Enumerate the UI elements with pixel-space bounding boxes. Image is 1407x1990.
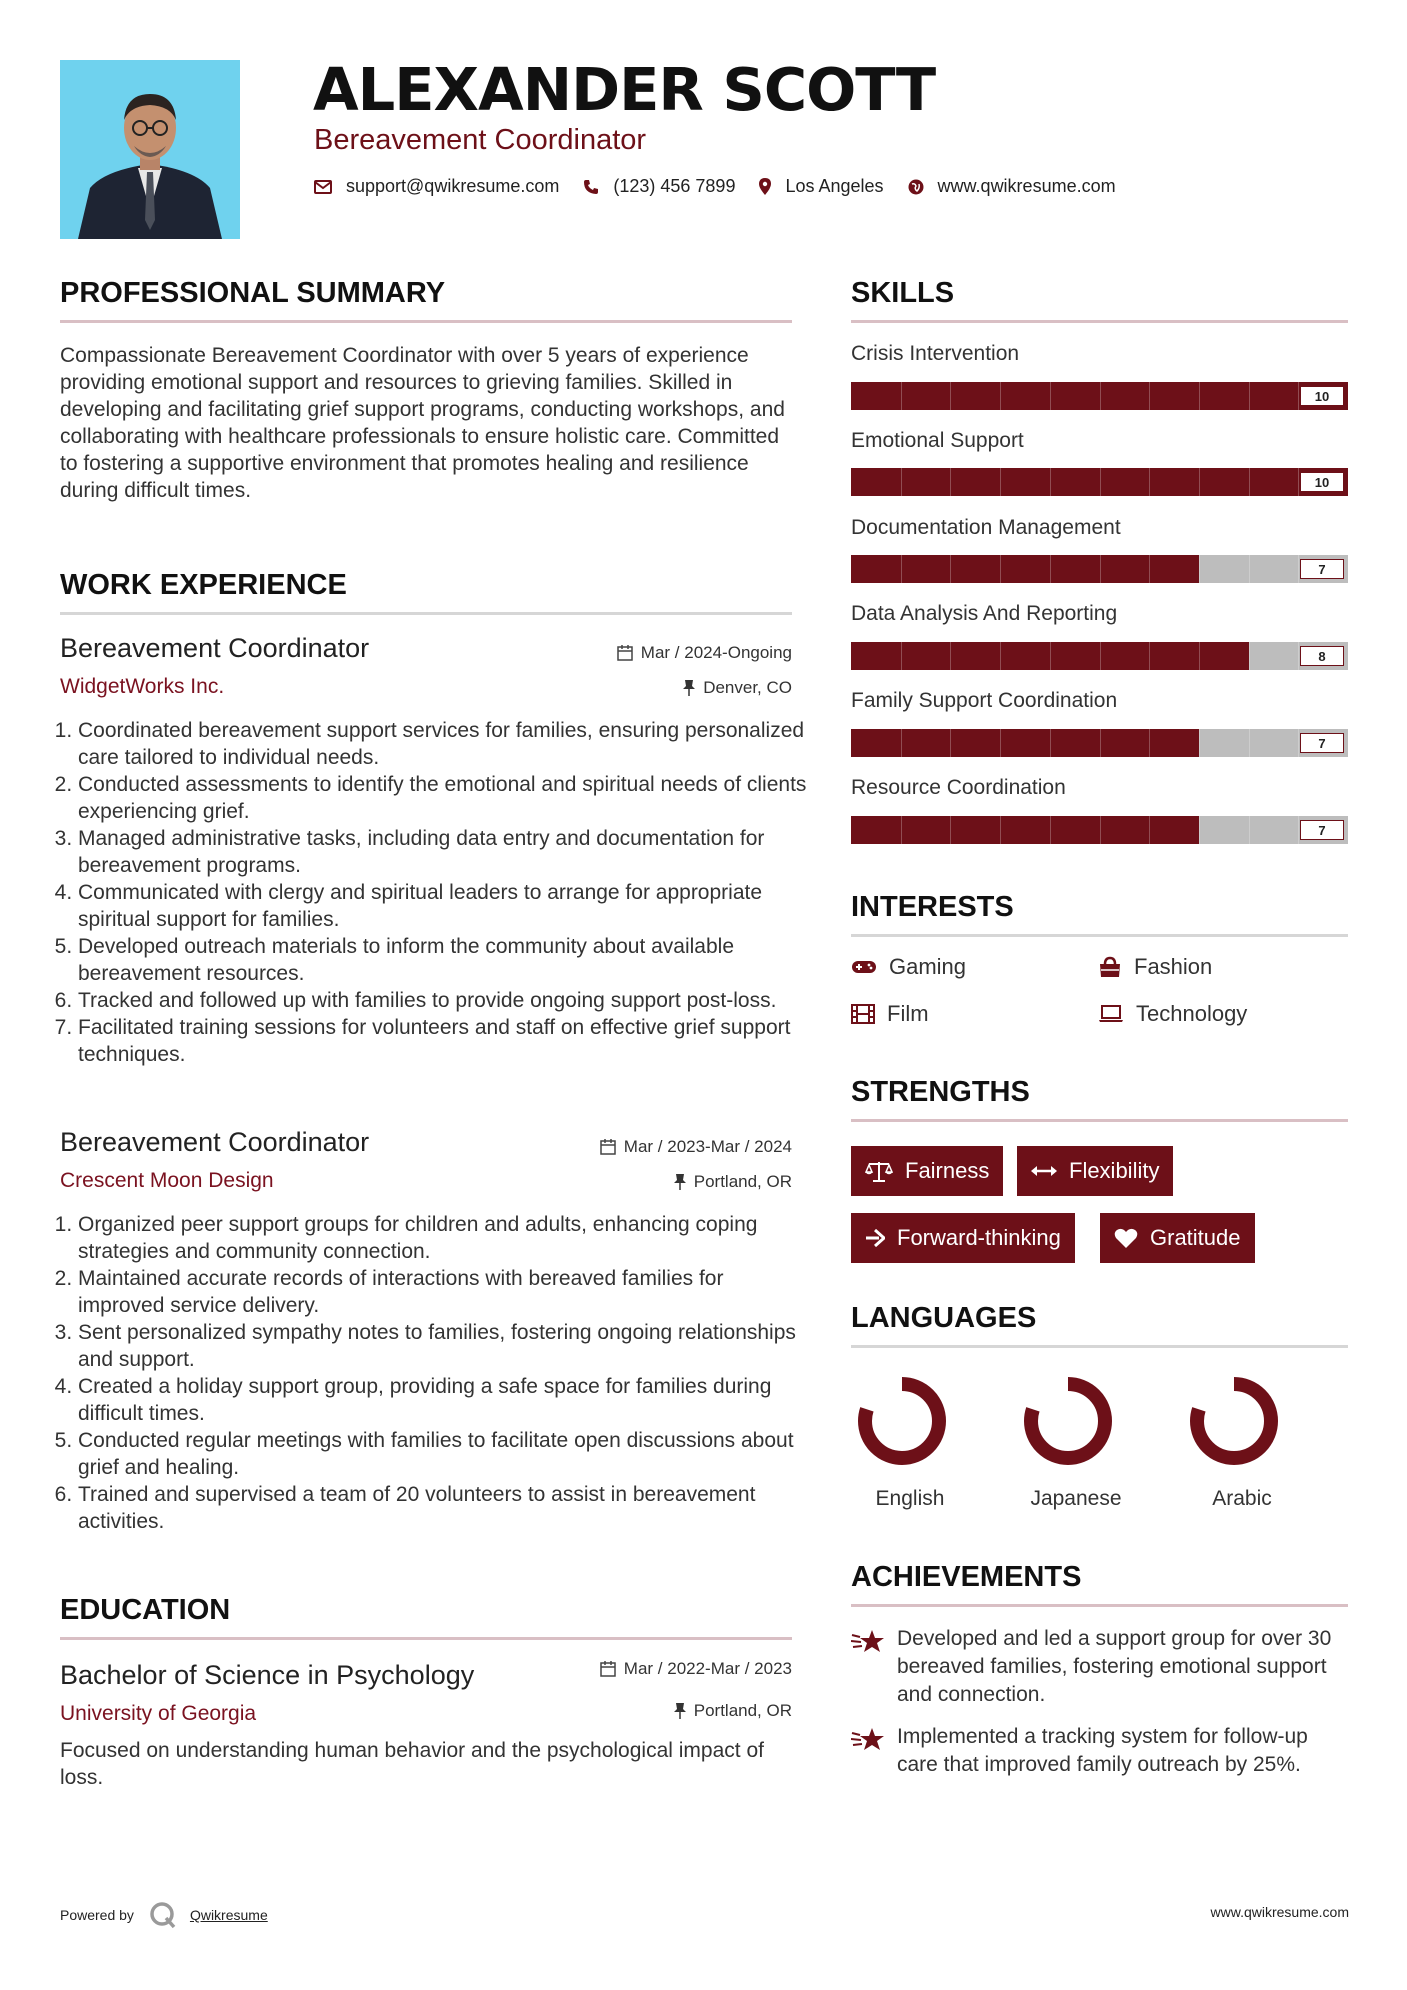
skill-bar-segment [1199, 816, 1200, 844]
education-rule [60, 1637, 792, 1640]
list-item: 5. Conducted regular meetings with families to facilitate open discussions about grief and healing. [78, 1427, 808, 1481]
language-label: English [875, 1487, 945, 1510]
skill-label: Emotional Support [851, 429, 1024, 452]
skills-rule [851, 320, 1348, 323]
job-dates-text: Mar / 2023-Mar / 2024 [623, 1137, 792, 1156]
list-item: 4. Created a holiday support group, providing a safe space for families during difficult times. [78, 1373, 808, 1427]
skill-bar-segment [1100, 816, 1101, 844]
education-description: Focused on understanding human behavior and the psychological impact of loss. [60, 1739, 764, 1789]
languages-heading: LANGUAGES [851, 1302, 1037, 1334]
skill-label: Family Support Coordination [851, 689, 1118, 712]
candidate-name: ALEXANDER SCOTT [313, 55, 936, 124]
skill-level: 10 [1300, 386, 1344, 406]
list-item: 5. Developed outreach materials to inform the community about available bereavement resources. [78, 933, 808, 987]
interests-heading: INTERESTS [851, 891, 1014, 923]
skill-bar-segment [1199, 642, 1200, 670]
interest-label: Film [887, 1001, 929, 1026]
job-company: WidgetWorks Inc. [60, 675, 225, 698]
skill-bar-segment [1249, 816, 1250, 844]
skill-bar-segment [1050, 468, 1051, 496]
interest-item [1098, 1001, 1247, 1027]
skill-bar [851, 468, 1348, 496]
job-dates-text: Mar / 2024-Ongoing [640, 643, 792, 662]
achievement-text: Implemented a tracking system for follow-up care that improved family outreach by 25%. [897, 1725, 1308, 1776]
skill-bar-segment [1100, 382, 1101, 410]
skill-bar-segment [950, 642, 951, 670]
achievement-item [851, 1723, 1351, 1779]
skill-bar-segment [1199, 729, 1200, 757]
job-company: Crescent Moon Design [60, 1169, 274, 1192]
strength-tag [851, 1213, 1075, 1263]
skill-bar [851, 555, 1348, 583]
skill-bar-segment [1149, 642, 1150, 670]
skill-bar-segment [1149, 468, 1150, 496]
pushpin-icon [683, 680, 695, 696]
arrow-right-icon [865, 1229, 885, 1247]
calendar-icon [600, 1661, 616, 1677]
skill-level: 7 [1300, 733, 1344, 753]
interest-label: Technology [1136, 1001, 1248, 1026]
language-gauge [852, 1371, 952, 1471]
interest-item [851, 1001, 929, 1027]
education-heading: EDUCATION [60, 1594, 231, 1626]
skill-bar-segment [1249, 555, 1250, 583]
skill-level: 7 [1300, 559, 1344, 579]
list-item: 3. Managed administrative tasks, including data entry and documentation for bereavement programs. [78, 825, 808, 879]
job-location [500, 678, 792, 698]
skill-bar-fill [851, 555, 1199, 583]
arrows-horizontal-icon [1031, 1164, 1057, 1178]
list-item: 7. Facilitated training sessions for volunteers and staff on effective grief support techniques. [78, 1014, 808, 1068]
skill-level: 7 [1300, 820, 1344, 840]
strength-tag [851, 1146, 1003, 1196]
strength-label: Flexibility [1069, 1158, 1160, 1183]
skill-bar-segment [1050, 642, 1051, 670]
skill-bar-segment [1199, 555, 1200, 583]
skill-bar-segment [1050, 382, 1051, 410]
summary-rule [60, 320, 792, 323]
skill-label: Documentation Management [851, 516, 1121, 539]
gamepad-icon [851, 959, 877, 975]
pushpin-icon [674, 1174, 686, 1190]
strength-label: Forward-thinking [897, 1225, 1061, 1250]
shooting-star-icon [851, 1627, 885, 1655]
skill-label: Resource Coordination [851, 776, 1066, 799]
skill-bar-segment [1199, 382, 1200, 410]
globe-icon [908, 179, 924, 195]
location-text: Los Angeles [785, 176, 884, 196]
degree-title: Bachelor of Science in Psychology [60, 1660, 475, 1690]
qwikresume-logo-icon [148, 1900, 178, 1930]
strength-tag [1017, 1146, 1173, 1196]
skill-bar-segment [1149, 555, 1150, 583]
website-text: www.qwikresume.com [937, 176, 1116, 196]
contact-website[interactable] [908, 176, 1116, 197]
strength-label: Gratitude [1150, 1225, 1241, 1250]
interest-label: Fashion [1134, 954, 1213, 979]
job-dates [500, 1137, 792, 1157]
language-gauge [1018, 1371, 1118, 1471]
skill-bar [851, 642, 1348, 670]
heart-icon [1114, 1227, 1138, 1249]
contact-email[interactable] [314, 176, 559, 197]
skill-bar-fill [851, 729, 1199, 757]
strength-label: Fairness [905, 1158, 990, 1183]
skill-bar-segment [1100, 729, 1101, 757]
strengths-rule [851, 1119, 1348, 1122]
phone-text: (123) 456 7899 [613, 176, 736, 196]
skill-level: 8 [1300, 646, 1344, 666]
skill-bar-segment [1100, 642, 1101, 670]
achievement-text: Developed and led a support group for over 30 bereaved families, fostering emotional support and connection. [897, 1627, 1332, 1706]
skill-bar-segment [1149, 816, 1150, 844]
skill-bar-segment [1199, 468, 1200, 496]
strengths-heading: STRENGTHS [851, 1076, 1030, 1108]
list-item: 1. Coordinated bereavement support services for families, ensuring personalized care tailored to individual needs. [78, 717, 808, 771]
interests-rule [851, 934, 1348, 937]
film-icon [851, 1004, 875, 1024]
summary-text: Compassionate Bereavement Coordinator with over 5 years of experience providing emotional support and resources to grieving families. Skilled in developing and facilitating grief support programs, conducting workshops, and collaborating with healthcare professionals to ensure holistic care. Committed to fostering a supportive environment that promotes healing and resilience during difficult times. [60, 344, 785, 502]
experience-heading: WORK EXPERIENCE [60, 569, 347, 601]
job-location-text: Portland, OR [693, 1172, 792, 1191]
education-location [500, 1701, 792, 1721]
language-label: Arabic [1212, 1487, 1272, 1510]
skill-bar-segment [1149, 382, 1150, 410]
interest-item [1098, 954, 1212, 980]
experience-rule [60, 612, 792, 615]
contact-phone[interactable] [583, 176, 735, 197]
skill-bar-segment [1249, 642, 1250, 670]
skill-bar-segment [1050, 555, 1051, 583]
achievement-item [851, 1625, 1351, 1709]
email-text: support@qwikresume.com [346, 176, 560, 196]
achievements-rule [851, 1604, 1348, 1607]
education-location-text: Portland, OR [693, 1701, 792, 1720]
skill-bar-segment [1149, 729, 1150, 757]
skill-bar [851, 816, 1348, 844]
language-gauge [1184, 1371, 1284, 1471]
skill-bar-segment [1000, 555, 1001, 583]
footer-branding [60, 1900, 268, 1930]
calendar-icon [617, 645, 633, 661]
balance-scale-icon [865, 1160, 893, 1182]
skill-bar-segment [1249, 382, 1250, 410]
candidate-role: Bereavement Coordinator [314, 124, 647, 156]
education-dates-text: Mar / 2022-Mar / 2023 [623, 1659, 792, 1678]
skill-bar-segment [1249, 729, 1250, 757]
skill-bar-segment [1000, 468, 1001, 496]
skill-bar [851, 729, 1348, 757]
skill-bar-segment [1050, 729, 1051, 757]
skill-bar-segment [901, 729, 902, 757]
list-item: 6. Tracked and followed up with families to provide ongoing support post-loss. [78, 987, 808, 1014]
pushpin-icon [674, 1703, 686, 1719]
shooting-star-icon [851, 1725, 885, 1753]
contact-bar [314, 176, 1140, 197]
job-location [500, 1172, 792, 1192]
skills-heading: SKILLS [851, 277, 955, 309]
skill-bar-segment [1000, 729, 1001, 757]
job-bullets [60, 1211, 808, 1535]
skill-bar-segment [1050, 816, 1051, 844]
profile-photo [60, 60, 240, 239]
job-dates [500, 643, 792, 663]
brand-link[interactable]: Qwikresume [189, 1907, 268, 1923]
skill-bar-segment [901, 555, 902, 583]
job-title: Bereavement Coordinator [60, 633, 370, 663]
list-item: 6. Trained and supervised a team of 20 volunteers to assist in bereavement activities. [78, 1481, 808, 1535]
phone-icon [583, 179, 599, 195]
skill-bar-segment [1000, 642, 1001, 670]
skill-level: 10 [1300, 472, 1344, 492]
laptop-icon [1098, 1005, 1124, 1023]
skill-bar-segment [901, 816, 902, 844]
skill-label: Data Analysis And Reporting [851, 602, 1118, 625]
skill-bar-segment [901, 468, 902, 496]
skill-bar-segment [950, 729, 951, 757]
languages-rule [851, 1345, 1348, 1348]
shopping-bag-icon [1098, 956, 1122, 978]
powered-by-text: Powered by [60, 1907, 134, 1923]
contact-location [759, 176, 883, 197]
skill-bar-segment [901, 642, 902, 670]
skill-bar-segment [950, 382, 951, 410]
strength-tag [1100, 1213, 1255, 1263]
skill-bar-segment [950, 555, 951, 583]
summary-heading: PROFESSIONAL SUMMARY [60, 277, 446, 309]
skill-bar-segment [901, 382, 902, 410]
skill-bar-segment [1100, 468, 1101, 496]
list-item: 1. Organized peer support groups for children and adults, enhancing coping strategies and community connection. [78, 1211, 808, 1265]
education-dates [500, 1659, 792, 1679]
job-bullets [60, 717, 808, 1068]
calendar-icon [600, 1139, 616, 1155]
skill-bar [851, 382, 1348, 410]
skill-label: Crisis Intervention [851, 342, 1020, 365]
job-location-text: Denver, CO [703, 678, 792, 697]
skill-bar-fill [851, 816, 1199, 844]
footer-website[interactable]: www.qwikresume.com [1210, 1904, 1349, 1920]
skill-bar-segment [1100, 555, 1101, 583]
skill-bar-segment [1000, 816, 1001, 844]
list-item: 2. Conducted assessments to identify the emotional and spiritual needs of clients experiencing grief. [78, 771, 808, 825]
achievements-heading: ACHIEVEMENTS [851, 1561, 1082, 1593]
skill-bar-segment [950, 468, 951, 496]
map-marker-icon [759, 178, 771, 195]
list-item: 4. Communicated with clergy and spiritual leaders to arrange for appropriate spiritual support for families. [78, 879, 808, 933]
interest-label: Gaming [889, 954, 967, 979]
skill-bar-segment [950, 816, 951, 844]
job-title: Bereavement Coordinator [60, 1127, 370, 1157]
skill-bar-segment [1000, 382, 1001, 410]
skill-bar-segment [1249, 468, 1250, 496]
envelope-icon [314, 180, 332, 194]
interest-item [851, 954, 966, 980]
language-label: Japanese [1030, 1487, 1122, 1510]
school-name: University of Georgia [60, 1702, 257, 1725]
list-item: 2. Maintained accurate records of interactions with bereaved families for improved service delivery. [78, 1265, 808, 1319]
list-item: 3. Sent personalized sympathy notes to families, fostering ongoing relationships and support. [78, 1319, 808, 1373]
